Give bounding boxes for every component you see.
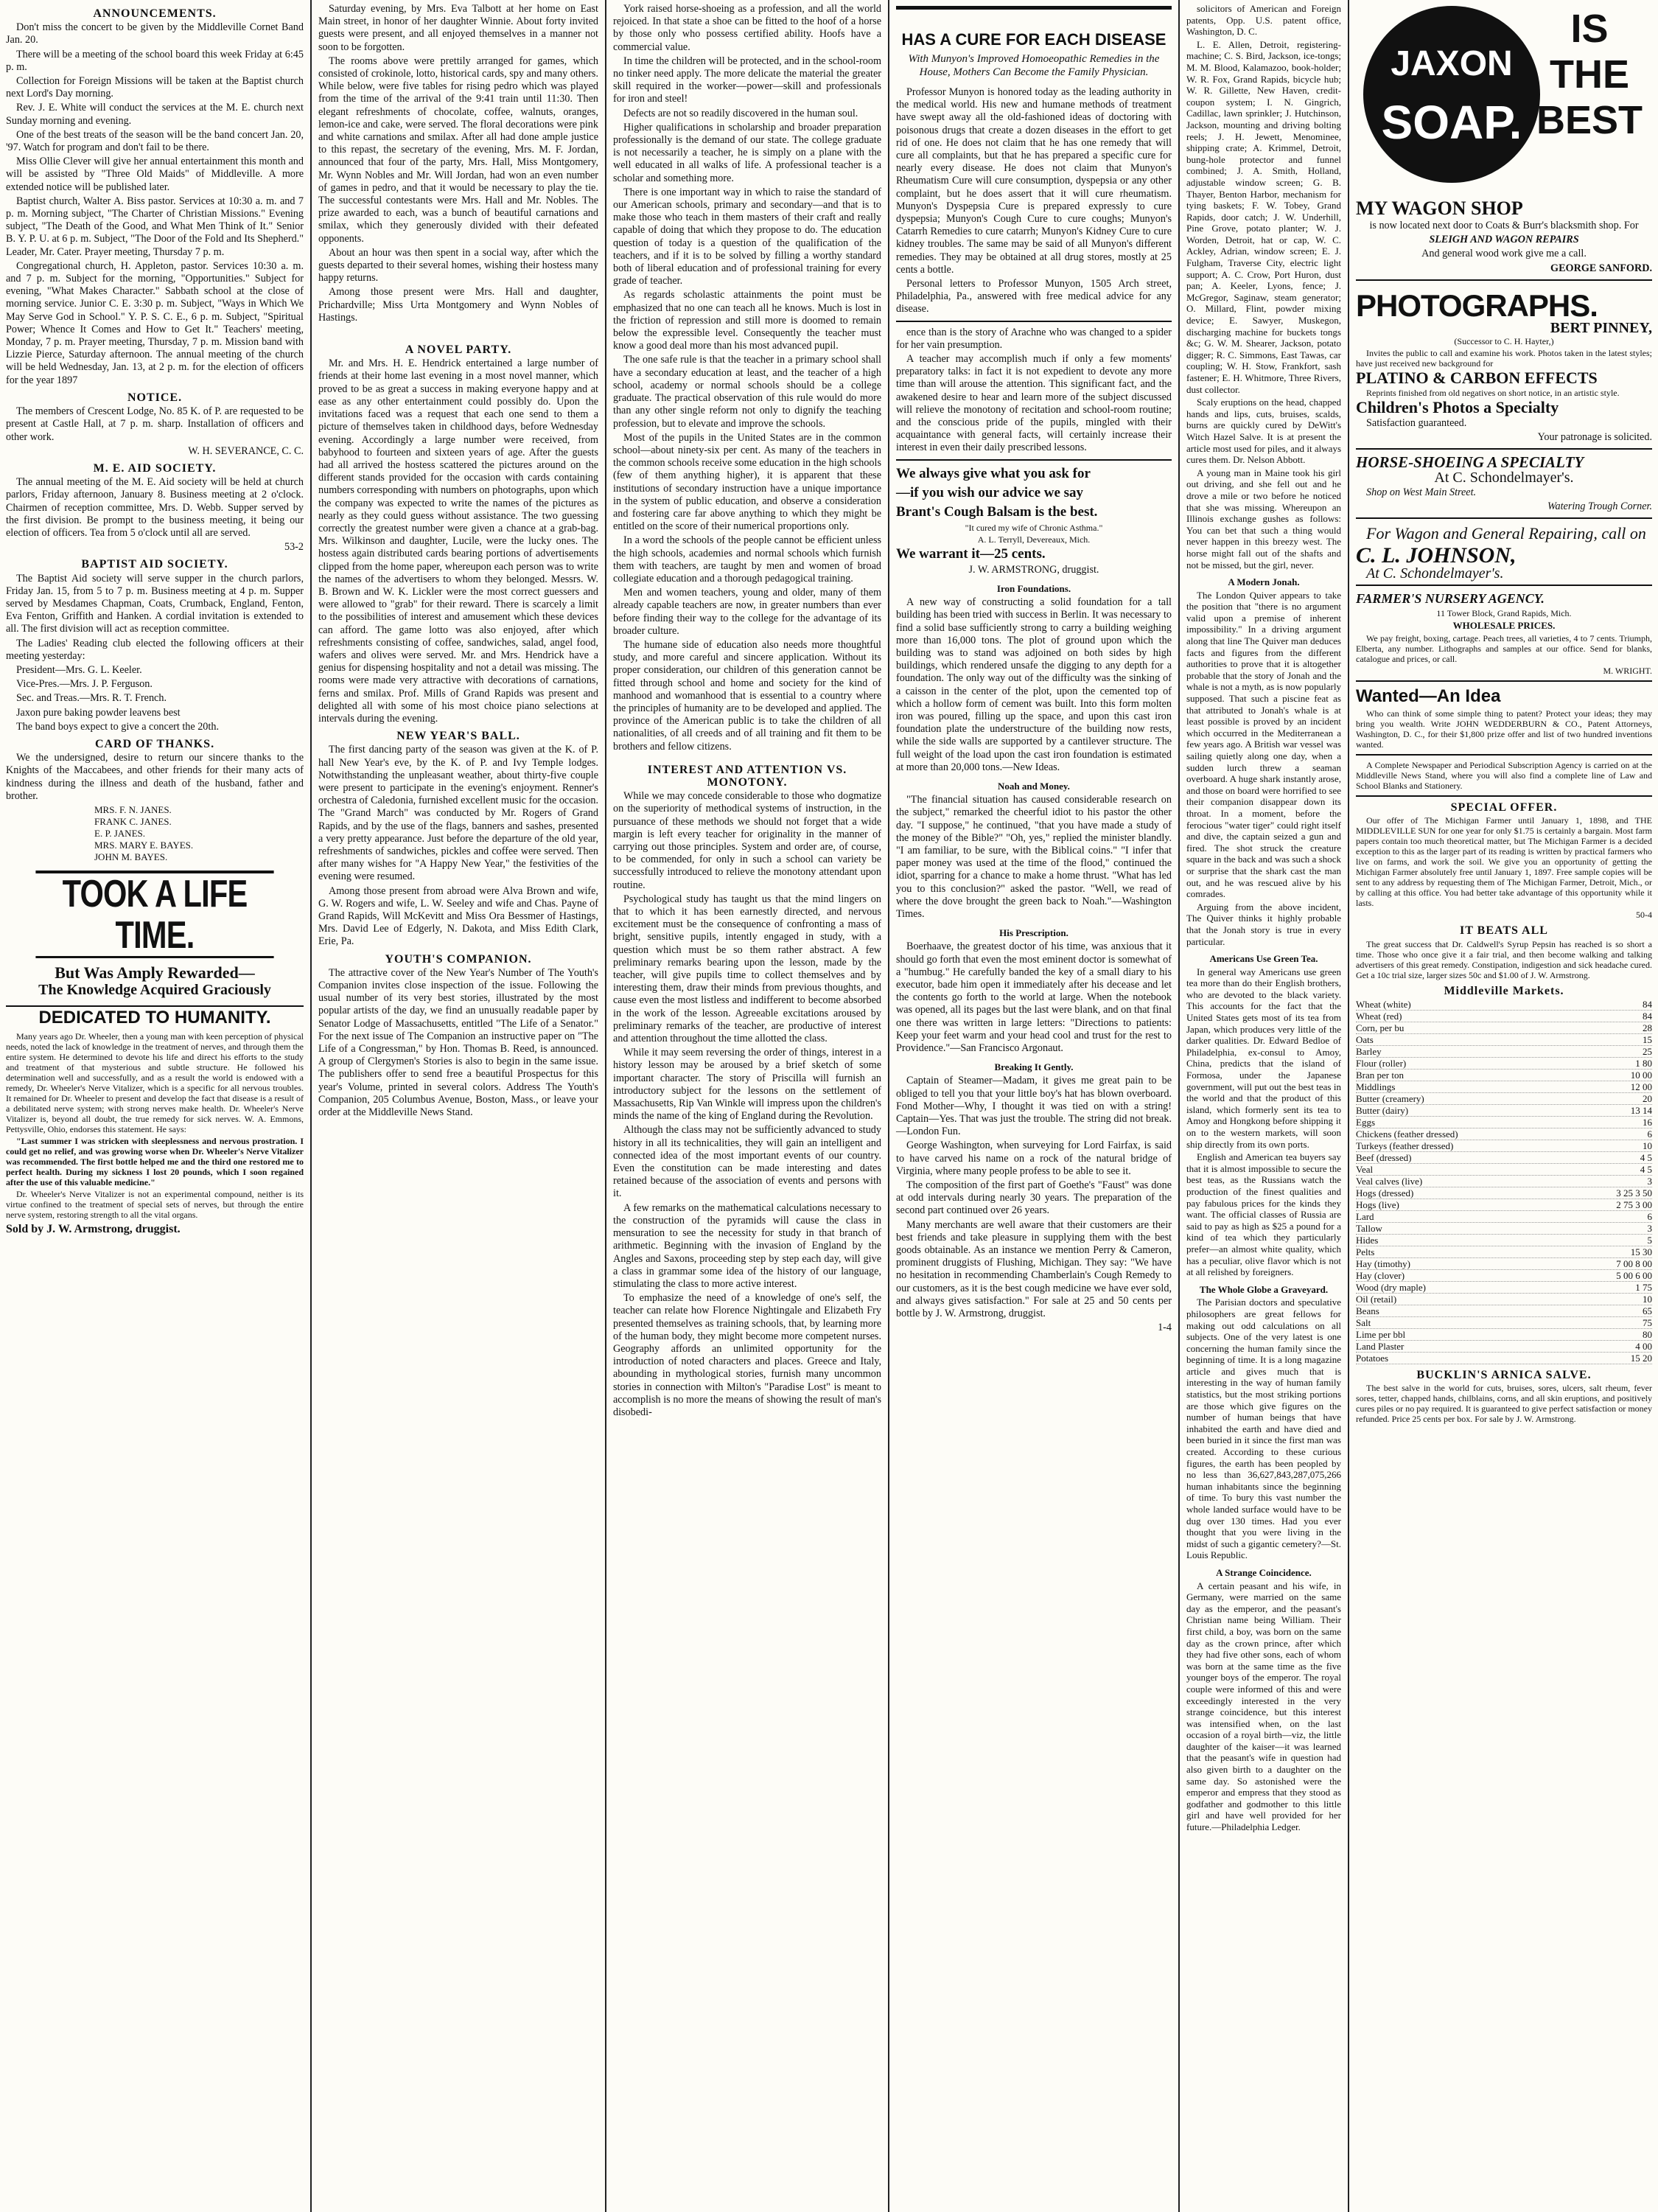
platino-heading: PLATINO & CARBON EFFECTS <box>1356 369 1598 388</box>
paragraph: The rooms above were prettily arranged for games, which consisted of crokinole, lotto, historical cards, spy and many others. While below, were five tables for rising pedro which was played from the time of the arrival of the 9:41 train until 11:30. Then elegant refreshments of chocolate, coffee, walnuts, oranges, lemon-ice and cake, were served. The floral decorations were pink and white carnations and smilax. After all had done ample justice to this repast, the secretary of the evening, Mrs. M. F. Jordan, announced that four of the party, Mrs. Hall, Miss Montgomery, Mr. Wynn Nobles and Mr. Will Jordan, had won an even number of games in pedro, and that it would be necessary to play the tie. The successful contestants were Mrs. Hall and Mr. Nobles. The prize awarded to each, was a bunch of beautiful carnations and smilax, which they generously divided with their defeated opponents. <box>318 55 598 245</box>
ladies-club-text: The Ladies' Reading club elected the following officers at their meeting yesterday: <box>6 637 304 662</box>
divider <box>1356 517 1652 519</box>
market-price: 1 75 <box>1635 1281 1652 1293</box>
wagon-signature: GEORGE SANFORD. <box>1550 262 1652 274</box>
special-text: Our offer of The Michigan Farmer until January 1, 1898, and THE MIDDLEVILLE SUN for one year for only $1.75 is certainly a bargain. Most farm papers contain too much theoretical matter, but The Michigan Farmer is a decided exception to this as the larger part of its reading is written by practical farmers who live on farms, and work the soil. We give you an opportunity of getting the Michigan Farmer absolutely free until January 1, 1897. Free sample copies will be sent to any address by requesting them of The Michigan Farmer, Detroit, Mich., or by calling at this office. You had better take advantage of this opportunity while it lasts. <box>1356 815 1652 909</box>
market-item: Eggs <box>1356 1116 1375 1128</box>
divider <box>1356 279 1652 281</box>
market-item: Flour (roller) <box>1356 1057 1407 1069</box>
prescription-text: Boerhaave, the greatest doctor of his time, was anxious that it should go forth that even the most eminent doctor is somewhat of a "humbug." He carefully banded the key of a small diary to his executor, bade him open it immediately after his decease and let the contents go forth to the world at large. When the notebook was opened, all its pages but the last were blank, and on that final one there was written in large letters: "Directions to patients: Keep your feet warm and your head cool and trust for the rest to Providence."—San Francisco Argonaut. <box>896 941 1172 1054</box>
paragraph: The one safe rule is that the teacher in a primary school shall have a secondary education at least, and the teacher of a high school, academy or normal schools should be a college graduate. The practical observation of this rule would do more than any other single reform not only to dignify the teaching profession, but to elevate and improve the schools. <box>613 354 881 430</box>
paragraph: About an hour was then spent in a social way, after which the guests departed to their several homes, wishing their hostess many happy returns. <box>318 246 598 285</box>
market-item: Butter (creamery) <box>1356 1092 1424 1104</box>
prescription-heading: His Prescription. <box>999 927 1068 939</box>
market-price: 4 5 <box>1640 1163 1652 1175</box>
warrant-line: We warrant it—25 cents. <box>896 545 1046 562</box>
farmer-text: We pay freight, boxing, cartage. Peach trees, all varieties, 4 to 7 cents. Triumph, Elberta, any number. Lithographs and samples at our office. Send for blanks, catalogue and prices, or call. <box>1356 633 1652 665</box>
announcement: Congregational church, H. Appleton, pastor. Services 10:30 a. m. and 7 p. m. Subject for the morning, "Opportunities." Subject for evening, "What Makes Character." Sabbath school at the close of morning service. Junior C. E. 3:30 p. m. Subject, "Ways in Which We May Serve God in School." Y. P. S. C. E., 6 p. m. Subject, "Spiritual Power; Whence It Comes and How to Get It." Teachers' meeting, Monday, 7 p. m. Prayer meeting, Thursday, 7 p. m. Mission band with Lizzie Pierce, Saturday afternoon. The annual meeting of the church will be held Wednesday, Jan. 13, at 2 p. m. for the election of officers for the year 1897 <box>6 259 304 386</box>
interest-attention-heading: INTEREST AND ATTENTION VS. MONOTONY. <box>647 763 847 789</box>
paragraph: While we may concede considerable to those who dogmatize on the superiority of methodical systems of instruction, in the pursuance of these methods we should not forget that a wide margin is left every teacher for originality in the manner of carrying out those principles. System and order are, of course, to be commended, for only in such a school can variety be successfully introduced to relieve the monotony attendant upon routine. <box>613 790 881 891</box>
market-price: 4 00 <box>1635 1340 1652 1352</box>
divider <box>1356 795 1652 797</box>
paragraph: Although the class may not be sufficiently advanced to study history in all its technicalities, they will gain an intelligent and connected idea of the most important events of our country. Even the constitution can be made interesting and dates retained because of the association of events and persons with it. <box>613 1124 881 1200</box>
market-price: 75 <box>1643 1316 1652 1328</box>
market-row <box>1356 1164 1652 1176</box>
market-price: 5 00 6 00 <box>1616 1269 1652 1281</box>
market-row <box>1356 1070 1652 1081</box>
arnica-heading: BUCKLIN'S ARNICA SALVE. <box>1416 1368 1592 1381</box>
market-price: 1 80 <box>1635 1057 1652 1069</box>
green-tea-heading: Americans Use Green Tea. <box>1209 953 1318 965</box>
amply-rewarded-subhead: But Was Amply Rewarded— <box>55 963 255 982</box>
took-a-life-time-headline: TOOK A LIFE TIME. <box>35 871 273 958</box>
market-item: Wheat (white) <box>1356 998 1411 1010</box>
wheeler-text-2: Dr. Wheeler's Nerve Vitalizer is not an experimental compound, neither is its virtue confined to the treatment of special sets of nerves, but through the entire nerve system, restoring strength to all the vital organs. <box>6 1189 304 1221</box>
wagon-text: is now located next door to Coats & Burr's blacksmith shop. For <box>1369 220 1639 231</box>
munyon-subhead: With Munyon's Improved Homoeopathic Remedies in the House, Mothers Can Become the Family Physician. <box>908 53 1160 78</box>
column-rule <box>888 0 889 2212</box>
paragraph: The humane side of education also needs more thoughtful study, and more careful and sincere application. Without its proper consideration, our children of this generation cannot be fitted through school and home and society for the kind of manhood and womanhood that is essential to a country where the principles of humanity are to be developed and applied. The province of the American public is to take the children of all nationalities, of all creeds and of all training and fit them to be brothers and fellow citizens. <box>613 638 881 753</box>
market-row <box>1356 1105 1652 1117</box>
paragraph: Saturday evening, by Mrs. Eva Talbott at her home on East Main street, in honor of her daughter Winnie. About forty invited guests were present, and all enjoyed themselves in a manner not soon to be forgotten. <box>318 3 598 53</box>
youths-companion-text: The attractive cover of the New Year's Number of The Youth's Companion invites close inspection of the issue. Following the usual number of its very best stories, illustrated by the most popular artists of the day, we find an unusually readable paper by Senator Lodge of Massachusetts, entitled "The Life of a Senator." For the next issue of The Companion an instructive paper on "The Life of a Congressman," by Hon. Thomas B. Reed, is announced. A group of Clergymen's Stories is also to begin in the same issue. The publishers offer to send free a beautiful Prospectus for this year's Volume, printed in several colors. Address The Youth's Companion, 205 Columbus Avenue, Boston, Mass., or leave your order at the Middleville News Stand. <box>318 966 598 1119</box>
bert-successor: (Successor to C. H. Hayter,) <box>1454 336 1554 347</box>
noah-money-heading: Noah and Money. <box>998 780 1070 792</box>
always-give-line: We always give what you ask for <box>896 465 1091 481</box>
jonah-text: The London Quiver appears to take the position that "there is no argument valid upon a premise of inherent impossibility." In a driving argument along that line The Quiver man deduces facts and figures from the different authorities to prove that it is altogether probable that the story of Jonah and the whale is not a myth, as is now popularly supposed. That such a piscine feat as that attributed to Jonah's whale is at least possible is proved by an incident which occurred in the Mediterranean a few years ago. A British war vessel was sailing quietly along one day, when a sudden lurch threw a seaman overboard. A huge shark instantly arose, and those on board were horrified to see their companion disappear down its throat. In a moment, before the ferocious "water tiger" could right itself and dive, the captain seized a gun and fired. The shot struck the creature square in the back and was such a shock or surprise that the shark cast the man out, and he was rescued alive by his comrades. <box>1186 589 1341 900</box>
graveyard-heading: The Whole Globe a Graveyard. <box>1199 1283 1329 1295</box>
teacher-text: A teacher may accomplish much if only a few moments' preparatory talks: in fact it is not expedient to devote any more time than will arouse the attention. This significant fact, and the awakened desire to hear and learn more of the subject discussed will relieve the monotony of recitation and school-room routine; and the conscious pride of the pupils, mingled with their acquaintance with general facts, will certainly increase their interest in even their daily prescribed lessons. <box>896 353 1172 454</box>
jaxon-soap-ad <box>1356 6 1652 190</box>
thanks-name: FRANK C. JANES. <box>94 815 172 827</box>
market-price: 84 <box>1643 1010 1652 1022</box>
market-row <box>1356 1187 1652 1199</box>
wagon-shop-heading: MY WAGON SHOP <box>1356 198 1523 219</box>
photo-text-2: Reprints finished from old negatives on short notice, in an artistic style. <box>1366 388 1620 399</box>
modern-jonah-heading: A Modern Jonah. <box>1228 576 1300 588</box>
shop-location: Shop on West Main Street. <box>1366 486 1477 498</box>
satisfaction-line: Satisfaction guaranteed. <box>1366 417 1467 430</box>
paragraph: As regards scholastic attainments the point must be emphasized that no one can teach all he knows. Much is lost in the friction of repression and still more is doomed to remain below the expressible level. Consequently the teacher must know a good deal more than his most advanced pupil. <box>613 289 881 352</box>
market-row <box>1356 1058 1652 1070</box>
market-price: 15 20 <box>1630 1352 1652 1364</box>
market-item: Chickens (feather dressed) <box>1356 1128 1458 1140</box>
thanks-name: E. P. JANES. <box>94 827 145 839</box>
tea-text-2: English and American tea buyers say that it is almost impossible to secure the best teas, as the Russians watch the production of the finest qualities and pay fabulous prices for the kinds they want. The official classes of Russia are said to pay as high as $25 a pound for a kind of tea which they particularly prefer—an almost white quality, which has a peculiar, olive flavor which is not at all relished by foreigners. <box>1186 1151 1341 1278</box>
new-years-ball-text-2: Among those present from abroad were Alva Brown and wife, G. W. Rogers and wife, L. W. Seeley and wife and Chas. Payne of Grand Rapids, Will McKevitt and Miss Ora Bessmer of Hastings, Mrs. David Lee of Edgerly, N. Dakota, and Miss Edith Clark, Erie, Pa. <box>318 885 598 948</box>
thanks-name: MRS. MARY E. BAYES. <box>94 839 194 851</box>
divider <box>1356 680 1652 682</box>
munyon-headline: HAS A CURE FOR EACH DISEASE <box>896 6 1172 49</box>
column-5 <box>1180 0 1347 2212</box>
market-row <box>1356 1081 1652 1093</box>
merchants-text: Many merchants are well aware that their customers are their best friends and take pleasure in supplying them with the best goods obtainable. As an instance we mention Perry & Cameron, prominent druggists of Flushing, Michigan. They say: "We have no hesitation in recommending Chamberlain's Cough Remedy to our customers, as it is the best cough medicine we have ever sold, and always gives satisfaction." For sale at 25 and 50 cents per bottle by J. W. Armstrong, druggist. <box>896 1218 1172 1320</box>
market-item: Barley <box>1356 1045 1382 1057</box>
card-of-thanks-heading: CARD OF THANKS. <box>94 737 215 750</box>
beats-all-heading: IT BEATS ALL <box>1460 924 1548 938</box>
market-price: 3 <box>1647 1222 1652 1234</box>
baptist-aid-text: The Baptist Aid society will serve supper in the church parlors, Friday Jan. 15, from 5 to 7 p. m. Business meeting at 4 p. m. Supper served by Mesdames Chapman, Coats, Crumback, England, Fenton, Eva Fenton, Griffith and Hanken. A cordial invitation is extended to all. The first division will act as reception committee. <box>6 572 304 635</box>
coincidence-heading: A Strange Coincidence. <box>1216 1566 1312 1578</box>
divider <box>1356 585 1652 586</box>
market-price: 15 <box>1643 1033 1652 1045</box>
market-price: 6 <box>1647 1210 1652 1222</box>
washington-text: George Washington, when surveying for Lord Fairfax, is said to have carved his name on a rock of the natural bridge of Virginia, where many people profess to be able to see it. <box>896 1140 1172 1177</box>
wanted-text: Who can think of some simple thing to patent? Protect your ideas; they may bring you wealth. Write JOHN WEDDERBURN & CO., Patent Attorneys, Washington, D. C., for their $1,800 prize offer and list of two hundred inventions wanted. <box>1356 708 1652 750</box>
trough-location: Watering Trough Corner. <box>1547 500 1652 512</box>
photo-text: Invites the public to call and examine his work. Photos taken in the latest styles; have just received new background for <box>1356 348 1652 369</box>
column-rule <box>1348 0 1349 2212</box>
sold-by-line: Sold by J. W. Armstrong, druggist. <box>6 1223 181 1236</box>
thanks-names <box>6 804 304 863</box>
special-ref: 50-4 <box>1636 910 1652 921</box>
market-row <box>1356 999 1652 1011</box>
paragraph: There is one important way in which to raise the standard of our American schools, primary and secondary—and that is to make those who teach in them masters of their craft and really capable of doing that which they propose to do. The education question of today is a question of the qualification of the teachers, and if it is to be solved by filling a worthy standard both of liberal education and of professional training for every grade of teacher. <box>613 186 881 287</box>
market-row <box>1356 1353 1652 1364</box>
market-item: Bran per ton <box>1356 1069 1404 1081</box>
paragraph: In time the children will be protected, and in the school-room no tinker need apply. The more delicate the material the greater skill required in the worker—power—skill and professionals for iron and steel! <box>613 55 881 105</box>
paragraph: Men and women teachers, young and older, many of them already capable teachers are now, in greater numbers than ever before finding their way to the college for the advantage of its broader culture. <box>613 587 881 637</box>
breaking-gently-heading: Breaking It Gently. <box>994 1061 1074 1073</box>
graveyard-text: The Parisian doctors and speculative philosophers are great fellows for making out odd calculations on all subjects. One of the very latest is one concerning the human family since the beginning of time. It is a long magazine article and gives much that is interesting in the way of human family statistics, but the most striking portions are those which give figures on the number of human beings that have inhabited the earth and have died and been buried in it since the first man was created. According to these curious figures, the earth has been peopled by no less than 36,627,843,287,075,266 human inhabitants since the beginning of time. To bury this vast number the whole landed surface would have to be dug over 130 times. Had you ever thought that you were living in the midst of such a gigantic cemetery?—St. Louis Republic. <box>1186 1297 1341 1561</box>
column-rule <box>1178 0 1180 2212</box>
soap-logo-circle <box>1363 6 1540 183</box>
newspaper-agency: A Complete Newspaper and Periodical Subscription Agency is carried on at the Middleville News Stand, where you will also find a complete line of Law and School Blanks and Stationery. <box>1356 760 1652 792</box>
market-item: Wood (dry maple) <box>1356 1281 1426 1293</box>
market-price: 16 <box>1643 1116 1652 1128</box>
merchants-ref: 1-4 <box>1158 1322 1172 1334</box>
market-price: 3 25 3 50 <box>1616 1187 1652 1199</box>
market-item: Hogs (dressed) <box>1356 1187 1414 1199</box>
announcements-heading: ANNOUNCEMENTS. <box>93 7 217 20</box>
market-item: Pelts <box>1356 1246 1375 1257</box>
market-item: Hay (timothy) <box>1356 1257 1411 1269</box>
wright-signature: M. WRIGHT. <box>1603 666 1652 677</box>
notice-text: The members of Crescent Lodge, No. 85 K. of P. are requested to be present at Castle Hall, at 7 p. m. sharp. Installation of officers and other work. <box>6 405 304 443</box>
market-price: 4 5 <box>1640 1151 1652 1163</box>
column-6 <box>1350 0 1658 2212</box>
announcement: Collection for Foreign Missions will be taken at the Baptist church next Lord's Day morning. <box>6 75 304 100</box>
notice-signature: W. H. SEVERANCE, C. C. <box>188 444 304 457</box>
market-row <box>1356 1128 1652 1140</box>
market-price: 12 00 <box>1630 1081 1652 1092</box>
youths-companion-heading: YOUTH'S COMPANION. <box>385 952 532 966</box>
beats-text: The great success that Dr. Caldwell's Syrup Pepsin has reached is so short a time. Those who once give it a fair trial, and then become walking and talking advertisers of this great remedy. Constipation, indigestion and sick headache cured. Get a 10c trial size, larger sizes 50c and $1.00 of J. W. Armstrong. <box>1356 938 1652 980</box>
market-row <box>1356 1093 1652 1105</box>
baptist-aid-heading: BAPTIST AID SOCIETY. <box>81 558 228 571</box>
market-item: Land Plaster <box>1356 1340 1405 1352</box>
market-price: 10 00 <box>1630 1069 1652 1081</box>
breaking-text: Captain of Steamer—Madam, it gives me great pain to be obliged to tell you that your little boy's hat has blown overboard. Fond Mother—Why, I thought it was tied on with a string! Captain—Yes. That was just the trouble. The string did not break.—London Fun. <box>896 1075 1172 1138</box>
market-price: 5 <box>1647 1234 1652 1246</box>
brants-line: Brant's Cough Balsam is the best. <box>896 503 1098 520</box>
market-price: 65 <box>1643 1305 1652 1316</box>
soap-word: SOAP. <box>1381 96 1522 149</box>
children-photos: Children's Photos a Specialty <box>1356 398 1559 417</box>
market-row <box>1356 1223 1652 1235</box>
market-item: Beef (dressed) <box>1356 1151 1412 1163</box>
patents-list: L. E. Allen, Detroit, registering-machine; C. S. Bird, Jackson, ice-tongs; M. M. Blood, Kalamazoo, book-holder; W. R. Fox, Grand Rapids, bicycle hub; W. R. Gillette, New Haven, credit-coupon system; I. N. Gingrich, Cadillac, lawn sprinkler; J. Hutchinson, Jackson, mounting and driving bolting reels; J. H. Jewett, Menominee, shipping crate; A. Krimmel, Detroit, bung-hole protector and funnel combined; J. A. Smith, Holland, adjustable window screen; G. B. Thayer, Benton Harbor, mechanism for tying baskets; F. W. Tobey, Grand Rapids, door catch; J. W. Underhill, Pine Grove, potato planter; W. J. Worden, Detroit, hat or cap, W. C. Ackley, Adrian, window screen; E. J. Fulgham, Traverse City, electric light support; A. C. Crow, Port Huron, dust pan; A. Keeler, Lyons, fence; J. McGregor, Saginaw, steam generator; O. Millard, Flint, powder mixing device; E. Sawyer, Muskegon, discharging machine for buckets tongs &c; G. W. M. Shearer, Jackson, potato digger; R. C. Simmons, East Tawas, car coupling; W. H. Stow, Frankfort, sash fastener; E. H. Whitmore, Three Rivers, dust collector. <box>1186 38 1341 395</box>
market-row <box>1356 1117 1652 1128</box>
market-item: Turkeys (feather dressed) <box>1356 1140 1454 1151</box>
market-item: Hides <box>1356 1234 1379 1246</box>
schondelmayer-1: At C. Schondelmayer's. <box>1434 470 1574 486</box>
market-row <box>1356 1235 1652 1246</box>
new-years-ball-text: The first dancing party of the season was given at the K. of P. hall New Year's eve, by the K. of P. and Ivy Temple lodges. Notwithstanding the unpleasant weather, about thirty-five couple were present to participate in the evening's enjoyment. Renner's orchestra of Caledonia, furnished excellent music for the occasion. The "Grand March" was conducted by Mr. Rogers of Grand Rapids, and by the use of the flags, banners and sashes, presented a very pretty appearance. Just before the departure of the old year, refreshments of sandwiches, pickles and coffee were served. Then after many wishes for "A Happy New Year," the festivities of the evening were resumed. <box>318 744 598 883</box>
market-row <box>1356 1140 1652 1152</box>
market-price: 10 <box>1643 1293 1652 1305</box>
market-row <box>1356 1258 1652 1270</box>
officer: President—Mrs. G. L. Keeler. <box>16 663 142 676</box>
markets-table <box>1356 999 1652 1364</box>
paragraph: Among those present were Mrs. Hall and daughter, Prichardville; Miss Urta Montgomery and Wynn Nobles of Hastings. <box>318 286 598 324</box>
schondelmayer-2: At C. Schondelmayer's. <box>1366 565 1504 582</box>
market-item: Lime per bbl <box>1356 1328 1406 1340</box>
market-row <box>1356 1152 1652 1164</box>
market-row <box>1356 1270 1652 1282</box>
paragraph: In a word the schools of the people cannot be efficient unless the high schools, academies and normal schools which furnish them with teachers, are taught by men and women of broad collegiate education and a thorough pedagogical training. <box>613 534 881 585</box>
thanks-name: MRS. F. N. JANES. <box>94 803 172 815</box>
paragraph: Higher qualifications in scholarship and broader preparation professionally is the demand of our state. The college graduate is not necessarily a teacher, he is simply on a plane with the well educated in all walks of life. A professional teacher is a scholar and something more. <box>613 121 881 184</box>
market-price: 13 14 <box>1630 1104 1652 1116</box>
advice-line: —if you wish our advice we say <box>896 484 1084 500</box>
market-item: Beans <box>1356 1305 1379 1316</box>
coincidence-text: A certain peasant and his wife, in Germany, were married on the same day as the emperor, and the peasant's Christian name being William. Their first child, a boy, was born on the same day as the crown prince, after which they had five other sons, each of whom was born at the same time as the five younger boys of the emperor. The royal couple were informed of this and were exceedingly interested in the very strange coincidence, but this interest was intensified when, on the last occasion of a royal birth—viz, the little daughter of the kaiser—it was learned that the peasant's wife in question had also given birth to a daughter on the same day. So astonished were the emperor and empress that they stood as godfather and godmother to this little girl and have well provided for her future.—Philadelphia Ledger. <box>1186 1580 1341 1833</box>
market-row <box>1356 1022 1652 1034</box>
column-rule <box>310 0 312 2212</box>
market-row <box>1356 1305 1652 1317</box>
market-row <box>1356 1341 1652 1353</box>
band-note: The band boys expect to give a concert the 20th. <box>16 720 219 733</box>
patents-text: solicitors of American and Foreign patents, Opp. U.S. patent office, Washington, D. C. <box>1186 3 1341 38</box>
divider <box>896 459 1172 461</box>
market-price: 20 <box>1643 1092 1652 1104</box>
wagon-text-2: And general wood work give me a call. <box>1421 248 1587 260</box>
market-item: Salt <box>1356 1316 1371 1328</box>
armstrong-line: J. W. ARMSTRONG, druggist. <box>968 563 1099 576</box>
announcement: One of the best treats of the season will be the band concert Jan. 20, '97. Watch for program and don't fail to be there. <box>6 128 304 154</box>
divider <box>896 321 1172 322</box>
new-years-ball-heading: NEW YEAR'S BALL. <box>396 730 520 743</box>
market-price: 10 <box>1643 1140 1652 1151</box>
me-aid-heading: M. E. AID SOCIETY. <box>93 461 217 475</box>
soap-brand: JAXON <box>1391 44 1513 83</box>
paragraph: Defects are not so readily discovered in the human soul. <box>623 107 858 119</box>
wholesale-prices: WHOLESALE PRICES. <box>1452 620 1556 632</box>
munyon-text-2: Personal letters to Professor Munyon, 1505 Arch street, Philadelphia, Pa., answered with free medical advice for any disease. <box>896 278 1172 315</box>
farmers-nursery-heading: FARMER'S NURSERY AGENCY. <box>1356 591 1545 607</box>
wheeler-text: Many years ago Dr. Wheeler, then a young man with keen perception of physical needs, noted the lack of knowledge in the treatment of nerves, and through them the entire system. He determined to devote his life and direct his efforts to the study and treatment of that mysterious and subtle structure. He followed his determination well and successfully, and as a result the world is endowed with a remedy, Dr. Wheeler's Nerve Vitalizer, which is a specific for all nervous troubles. It remained for Dr. Wheeler to present and develop the fact that disease is a result of a debilitated nerve system; with strong nerves make health. Dr. Wheeler's Nerve Vitalizer is, beyond all doubt, the true remedy for sick nerves. W. A. Emmons, Pettysville, Ohio, endorses this statement. He says: <box>6 1031 304 1135</box>
paragraph: While it may seem reversing the order of things, interest in a history lesson may be aroused by a brief sketch of some important character. The story of Priscilla will furnish an introductory subject for the lessons on the settlement of Massachusetts, Rip Van Winkle will impress upon the children's minds the name of the king of England during the Revolution. <box>613 1047 881 1123</box>
market-row <box>1356 1282 1652 1294</box>
bert-pinney: BERT PINNEY, <box>1550 319 1652 336</box>
market-price: 2 75 3 00 <box>1616 1199 1652 1210</box>
market-price: 25 <box>1643 1045 1652 1057</box>
column-4 <box>890 0 1178 2212</box>
me-aid-ref: 53-2 <box>284 541 304 554</box>
jaxon-note: Jaxon pure baking powder leavens best <box>16 706 181 719</box>
market-item: Tallow <box>1356 1222 1382 1234</box>
market-price: 84 <box>1643 998 1652 1010</box>
scaly-text: Scaly eruptions on the head, chapped hands and lips, cuts, bruises, scalds, burns are quickly cured by DeWitt's Witch Hazel Salve. It is at present the article most used for piles, and it always cures them. Dr. Nelson Abbott. <box>1186 397 1341 466</box>
faust-text: The composition of the first part of Goethe's "Faust" was done at odd intervals during nearly 30 years. The preparation of the second part continued over 26 years. <box>896 1179 1172 1217</box>
market-item: Butter (dairy) <box>1356 1104 1409 1116</box>
paragraph: To emphasize the need of a knowledge of one's self, the teacher can relate how Florence Nightingale and Elizabeth Fry presented themselves as training schools, that, by learning more of the human body, they might become more competent nurses. Geography affords an unlimited opportunity for the introduction of noted characters and places. Greece and Italy, abounding in mythological stories, furnish many uncommon stories in connection with Milton's "Paradise Lost" is meant to accomplish is no more the means of showing the result of man's disobedi- <box>613 1292 881 1418</box>
market-item: Oats <box>1356 1033 1374 1045</box>
thanks-text: We the undersigned, desire to return our sincere thanks to the Knights of the Maccabees, and other friends for their many acts of kindness during the illness and death of the husband, father and brother. <box>6 752 304 802</box>
market-item: Hogs (live) <box>1356 1199 1399 1210</box>
announcement: Don't miss the concert to be given by the Middleville Cornet Band Jan. 20. <box>6 21 304 46</box>
market-item: Lard <box>1356 1210 1374 1222</box>
cl-johnson: C. L. JOHNSON, <box>1356 543 1517 568</box>
wheeler-quote: "Last summer I was stricken with sleeplessness and nervous prostration. I could get no relief, and was growing worse when Dr. Wheeler's Nerve Vitalizer was recommended. The first bottle helped me and the third one restored me to perfect health. During my sickness I lost 20 pounds, which I soon regained after the use of this valuable medicine." <box>6 1136 304 1188</box>
patronage-line: Your patronage is solicited. <box>1537 431 1652 444</box>
wagon-repairs: SLEIGH AND WAGON REPAIRS <box>1429 234 1579 246</box>
market-row <box>1356 1199 1652 1211</box>
paragraph: Psychological study has taught us that the mind lingers on that to which it has been earnestly directed, and nervous excitement must be the consequence of confronting a mass of bright, sensitive pupils, intently engaged in study, with a question which must be so them rather abstract. A few preliminary remarks bearing upon the lesson, made by the teacher, will give pupils time to collect themselves and by interesting them, draw their minds from previous thoughts, and cause even the most listless and indifferent to become absorbed in the work of the lesson. Agreeable excitations aroused by preliminary remarks of the teacher, are productive of interest and attention throughout the time allotted the class. <box>613 893 881 1045</box>
column-2 <box>312 0 604 2212</box>
tea-text: In general way Americans use green tea more than do their English brothers, who are devoted to the black variety. This accounts for the fact that the United States gets most of its tea from Japan, which produces very little of the darker qualities. Dr. Edward Bedloe of Philadelphia, ex-consul to Amoy, China, predicts that the island of Formosa, under the Japanese government, will put out the best teas in the world and that the product of this island, which formerly sent its tea to Amoy and Hongkong before shipping it on to the western markets, will soon ship directly from its own ports. <box>1186 966 1341 1150</box>
market-row <box>1356 1211 1652 1223</box>
market-row <box>1356 1246 1652 1258</box>
novel-party-text: Mr. and Mrs. H. E. Hendrick entertained a large number of friends at their home last evening in a most novel manner, which proved to be as great a success in making everyone happy and at ease as any other entertainment could possibly do. Upon the invitations faced was a request that each one send to them a picture of themselves taken in childhood days, before Wednesday evening. Accordingly a large number were received, from babyhood to fourteen and sixteen years of age. After the guests had all arrived the hostess scattered the pictures around on the different stands provided for the occasion with cards containing numbers corresponding with numbers on photographs, upon which the company was expected to write the names of the pictures as nearly as they could guess without assistance. The two guessing correctly the greatest number were given a chance at a grab-bag. Mrs. Wilkinson and daughter, Lucile, were the lucky ones. The hostess again distributed cards bearing portions of advertisements clipped from the home paper, whereupon each person was to write the names of the advertisers to whom they belonged. Messrs. W. B. Brown and W. K. Lickler were the most correct guessers and were allowed to "grab" for their reward. There is scarcely a limit to the possibilities of interest and amusement which these devices can afford. The game lotto was also enjoyed, after which refreshments consisting of coffee, sandwiches, salad, angel food, wafers and olives were served. Mr. and Mrs. Hendrick have a genius for dispensing hospitality and not a detail was missing. The rooms were made very attractive with decorations of carnations, ferns and smilax. Prof. Mills of Grand Rapids was present and delighted all with some of his most choice piano selections at intervals during the evening. <box>318 357 598 725</box>
horse-shoeing-heading: HORSE-SHOEING A SPECIALTY <box>1356 453 1584 472</box>
soap-tagline: IS THE BEST <box>1536 7 1643 142</box>
announcement: Baptist church, Walter A. Biss pastor. Services at 10:30 a. m. and 7 p. m. Morning subject, "The Charter of Christian Missions." Evening subject, "The Death of the Good, and What Men Think of It." Senior B. Y. P. U. at 6 p. m. Subject, "The Door of the Fold and Its Shepherd." Leader, Mr. Cater. Prayer meeting, Thursday 7 p. m. <box>6 195 304 258</box>
me-aid-text: The annual meeting of the M. E. Aid society will be held at church parlors, Friday afternoon, January 8. Business meeting at 2 o'clock. Chairmen of reception committee, Mrs. D. Webb. Supper served by the first division. Be prompt to the business meeting, it being our election of officers. Tea from 5 o'clock until all are served. <box>6 476 304 539</box>
market-price: 80 <box>1643 1328 1652 1340</box>
novel-party-heading: A NOVEL PARTY. <box>405 343 512 357</box>
iron-text: A new way of constructing a solid foundation for a tall building has been tried with success in Berlin. It was necessary to find a solid base sufficiently strong to carry a building weighing more than 16,000 tons. The plot of ground upon which the building was to stand was adjoined on both sides by high buildings, which rendered unsafe the digging to any depth for a foundation. The only way out of the difficulty was the sinking of a caisson in the center of the plot, upon the cemented top of which a hollow form of cement was built. Into this form molten iron was poured, filling up the space, and upon this cast iron foundation plate the understructure of the building now rests, while the side walls are supported by a cantilever structure. The full weight of the load upon the cast iron foundation is estimated at more than 20,000 tons.—New Ideas. <box>896 596 1172 773</box>
market-price: 3 <box>1647 1175 1652 1187</box>
arachne-text: ence than is the story of Arachne who was changed to a spider for her vain presumption. <box>896 326 1172 351</box>
thanks-name: JOHN M. BAYES. <box>94 851 168 862</box>
brants-quote: "It cured my wife of Chronic Asthma." <box>965 522 1103 533</box>
market-item: Veal calves (live) <box>1356 1175 1423 1187</box>
divider <box>1356 448 1652 450</box>
column-3 <box>607 0 887 2212</box>
market-item: Wheat (red) <box>1356 1010 1402 1022</box>
wanted-idea-heading: Wanted—An Idea <box>1356 686 1501 707</box>
column-rule <box>605 0 606 2212</box>
market-item: Potatoes <box>1356 1352 1389 1364</box>
officer: Sec. and Treas.—Mrs. R. T. French. <box>16 692 167 705</box>
market-row <box>1356 1046 1652 1058</box>
announcement: There will be a meeting of the school board this week Friday at 6:45 p. m. <box>6 48 304 73</box>
market-item: Hay (clover) <box>1356 1269 1405 1281</box>
divider <box>1356 754 1652 756</box>
paragraph: Most of the pupils in the United States are in the common school—about ninety-six per cent. As many of the teachers in the common schools receive some education in the high schools (few of them anything higher), it is apparent that these institutions of secondary instruction have a unique importance in the system of public education, and observe a consideration and fostering care far above anything to which they might be entitled on the score of their numerical proportions only. <box>613 431 881 533</box>
market-row <box>1356 1034 1652 1046</box>
arnica-text: The best salve in the world for cuts, bruises, sores, ulcers, salt rheum, fever sores, tetter, chapped hands, chilblains, corns, and all skin eruptions, and positively cures piles or no pay required. It is guaranteed to give perfect satisfaction or money refunded. Price 25 cents per box. For sale by J. W. Armstrong. <box>1356 1383 1652 1425</box>
officer: Vice-Pres.—Mrs. J. P. Ferguson. <box>16 678 153 691</box>
notice-heading: NOTICE. <box>127 391 183 404</box>
market-price: 6 <box>1647 1128 1652 1140</box>
market-price: 15 30 <box>1630 1246 1652 1257</box>
market-price: 7 00 8 00 <box>1616 1257 1652 1269</box>
knowledge-subhead: The Knowledge Acquired Graciously <box>38 981 271 998</box>
market-item: Veal <box>1356 1163 1374 1175</box>
markets-heading: Middleville Markets. <box>1444 984 1564 997</box>
paragraph: York raised horse-shoeing as a profession, and all the world rejoiced. In that state a shoe can be fitted to the hoof of a horse by those only who possess certified ability. Hoofs have a commercial value. <box>613 3 881 53</box>
photographs-heading: PHOTOGRAPHS. <box>1356 287 1598 323</box>
announcement: Rev. J. E. White will conduct the services at the M. E. church next Sunday morning and evening. <box>6 102 304 127</box>
market-row <box>1356 1011 1652 1022</box>
special-offer-heading: SPECIAL OFFER. <box>1450 801 1558 814</box>
munyon-text: Professor Munyon is honored today as the leading authority in the medical world. His new and humane methods of treatment have swept away all the old-fashioned ideas of doctoring with poisonous drugs that create a dozen diseases in the effort to get rid of one. He does not claim that he has one remedy that will cure all complaints, but that he has prepared a specific cure for nearly every disease. He does not claim that Munyon's Rheumatism Cure will cure consumption, dyspepsia or any other complaint, but he does assert that it will cure rheumatism. Munyon's Dyspepsia Cure is prepared expressly to cure dyspepsia; Munyon's Cough Cure to cure coughs; Munyon's Catarrh Remedies to cure catarrh; Munyon's Kidney Cure to cure kidney troubles. The same may be said of all Munyon's different remedies. They may be obtained at all drug stores, mostly at 25 cents a bottle. <box>896 86 1172 276</box>
farmer-address: 11 Tower Block, Grand Rapids, Mich. <box>1436 608 1572 619</box>
paragraph: A few remarks on the mathematical calculations necessary to the construction of the pyramids will cause the class in mensuration to see the necessity for study in that branch of arithmetic. Beginning with the invasion of England by the Angles and Saxons, proceeding step by step each day, will give a class in grammar some idea of the history of our language, stimulating the class to more active interest. <box>613 1201 881 1290</box>
market-row <box>1356 1329 1652 1341</box>
market-item: Oil (retail) <box>1356 1293 1397 1305</box>
market-item: Corn, per bu <box>1356 1022 1405 1033</box>
market-row <box>1356 1294 1652 1305</box>
market-row <box>1356 1317 1652 1329</box>
market-row <box>1356 1176 1652 1187</box>
market-price: 28 <box>1643 1022 1652 1033</box>
market-item: Middlings <box>1356 1081 1396 1092</box>
maine-text: A young man in Maine took his girl out driving, and she fell out and he drove a mile or two before he noticed that she was missing. Whereupon an Illinois exchange gushes as follows: You can bet that such a thing would never happen in this breezy west. The horse might fall out of the shafts and not be missed, but the girl, never. <box>1186 467 1341 571</box>
jonah-text-2: Arguing from the above incident, The Quiver thinks it highly probable that the Jonah story is true in every particular. <box>1186 901 1341 947</box>
column-1 <box>0 0 309 2212</box>
announcement: Miss Ollie Clever will give her annual entertainment this month and will be assisted by "Three Old Maids" of Middleville. A more extended notice will be published later. <box>6 156 304 193</box>
noah-text: "The financial situation has caused considerable research on the subject," remarked the cheerful idiot to his pastor the other day. "I suppose," he continued, "that you have made a study of the money of the Bible?" "Oh, yes," replied the minister blandly. "I am familiar, to be sure, with the Biblical coins." "I infer that paper money was used at the time of the flood," continued the idiot, sparring for a chance to make a home thrust. "What has led you to this conclusion?" asked the pastor. "Well, we read of where the dove brought the green back to Noah."—Washington Times. <box>896 794 1172 920</box>
dedicated-heading: DEDICATED TO HUMANITY. <box>6 1005 304 1024</box>
iron-foundations-heading: Iron Foundations. <box>996 582 1071 594</box>
wagon-repair-line: For Wagon and General Repairing, call on <box>1366 524 1646 543</box>
brants-name: A. L. Terryll, Devereaux, Mich. <box>977 534 1091 545</box>
